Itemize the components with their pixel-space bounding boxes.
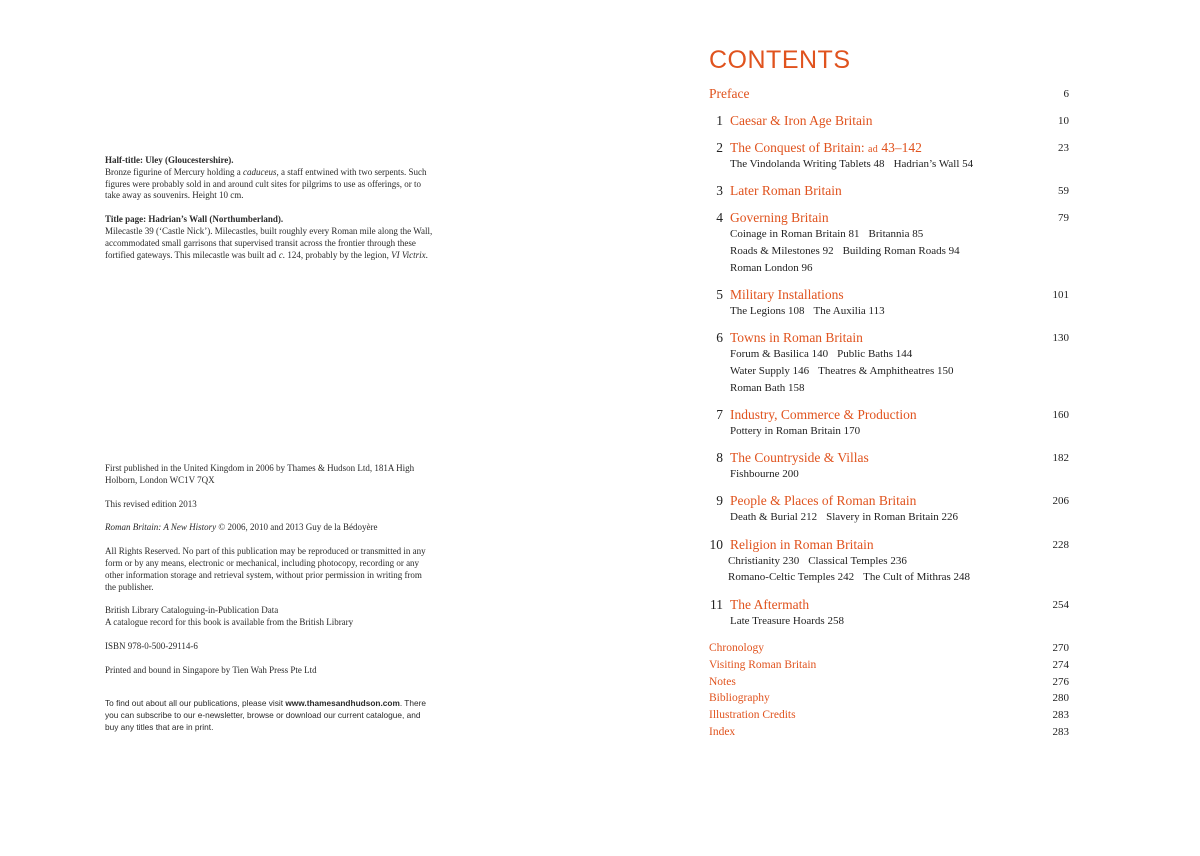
toc-backmatter-label: Notes [709, 676, 736, 688]
toc-sub-entries [730, 245, 969, 257]
toc-page-number: 79 [1058, 212, 1069, 224]
revised-edition: This revised edition 2013 [105, 498, 197, 509]
toc-sub-entry[interactable]: Late Treasure Hoards 258 [730, 615, 844, 627]
legion-name: VI Victrix [391, 249, 426, 260]
title-page-text-mid: 124, probably by the legion, [285, 249, 392, 260]
toc-backmatter-label: Chronology [709, 642, 764, 654]
chapter-number: 8 [716, 450, 723, 465]
toc-preface-label: Preface [709, 86, 750, 101]
toc-backmatter-chronology[interactable] [709, 642, 1069, 658]
toc-page-number: 274 [1052, 659, 1069, 671]
chapter-title [730, 140, 922, 156]
chapter-title-dates: 43–142 [878, 140, 922, 155]
toc-chapter-11[interactable] [709, 597, 1069, 613]
chapter-number: 3 [716, 183, 723, 198]
toc-sub-entries [730, 615, 853, 627]
chapter-title: Caesar & Iron Age Britain [730, 113, 873, 128]
chapter-title: Military Installations [730, 287, 844, 302]
toc-page-number: 160 [1052, 409, 1069, 421]
toc-sub-entry[interactable]: Christianity 230 [728, 555, 800, 567]
toc-sub-entry[interactable]: Classical Temples 236 [808, 555, 907, 567]
toc-sub-entry[interactable]: Theatres & Amphitheatres 150 [818, 365, 954, 377]
chapter-title-text: The Conquest of Britain: [730, 140, 868, 155]
toc-sub-entry[interactable]: Roman London 96 [730, 262, 813, 274]
website-link[interactable]: www.thamesandhudson.com [285, 697, 400, 708]
era-ad: ad [266, 249, 277, 261]
toc-page-number: 6 [1063, 88, 1069, 100]
chapter-number: 9 [716, 493, 723, 508]
chapter-number: 2 [716, 140, 723, 155]
toc-page-number: 101 [1052, 289, 1069, 301]
toc-chapter-7[interactable] [709, 407, 1069, 423]
toc-sub-entries [730, 262, 822, 274]
toc-entry-preface[interactable] [709, 86, 1069, 102]
book-title: Roman Britain: A New History [105, 522, 217, 533]
toc-sub-entry[interactable]: Slavery in Roman Britain 226 [826, 511, 959, 523]
website-note [105, 697, 435, 733]
title-page-heading: Title page: Hadrian’s Wall (Northumberland). [105, 214, 284, 225]
toc-sub-entry[interactable]: Romano-Celtic Temples 242 [728, 571, 855, 583]
half-title-caption [105, 155, 435, 202]
toc-backmatter-label: Illustration Credits [709, 709, 796, 721]
chapter-number: 10 [709, 537, 723, 552]
first-published: First published in the United Kingdom in 2006 by Thames & Hudson Ltd, 181A High Holborn, London WC1V 7QX [105, 463, 415, 485]
circa: c. [278, 249, 286, 260]
cip-data [105, 605, 435, 629]
toc-page-number: 206 [1052, 495, 1069, 507]
toc-page-number: 280 [1052, 692, 1069, 704]
isbn: ISBN 978-0-500-29114-6 [105, 640, 198, 651]
printed-by: Printed and bound in Singapore by Tien Wah Press Pte Ltd [105, 664, 317, 675]
toc-sub-entries [728, 555, 916, 567]
contents-title: CONTENTS [709, 46, 851, 74]
imprint-block [105, 463, 435, 745]
toc-page-number: 10 [1058, 115, 1069, 127]
half-title-text-end: , a staff entwined with two serpents. Such figures were probably sold in and around cult sites for pilgrims to use as offerings, or to take away as souvenirs. Height 10 cm. [105, 166, 427, 201]
title-page-caption [105, 214, 435, 261]
toc-page-number: 270 [1052, 642, 1069, 654]
captions-block [105, 155, 435, 261]
toc-page-number: 283 [1052, 709, 1069, 721]
website-text: To find out about all our publications, please visit [105, 697, 286, 708]
cip-line: British Library Cataloguing-in-Publication Data [105, 605, 279, 616]
half-title-text: Bronze figurine of Mercury holding a [105, 166, 243, 177]
toc-sub-entry[interactable]: Water Supply 146 [730, 365, 810, 377]
toc-page-number: 228 [1052, 539, 1069, 551]
chapter-number: 7 [716, 407, 723, 422]
toc-chapter-6[interactable] [709, 330, 1069, 346]
toc-backmatter-notes[interactable] [709, 676, 1069, 692]
toc-backmatter-label: Visiting Roman Britain [709, 659, 817, 671]
chapter-title: Industry, Commerce & Production [730, 407, 917, 422]
toc-page-number: 254 [1052, 599, 1069, 611]
toc-page-number: 130 [1052, 332, 1069, 344]
website-text-end: . There you can subscribe to our e-newsletter, browse or download our current catalogue, and buy any titles that are in print. [105, 697, 426, 732]
toc-sub-entry[interactable]: Pottery in Roman Britain 170 [730, 425, 861, 437]
toc-sub-entries [730, 228, 932, 240]
toc-backmatter-index[interactable] [709, 726, 1069, 742]
toc-chapter-1[interactable] [709, 113, 1069, 129]
toc-chapter-5[interactable] [709, 287, 1069, 303]
toc-backmatter-label: Index [709, 726, 736, 738]
toc-backmatter-visiting[interactable] [709, 659, 1069, 675]
title-page-text-end: . [425, 249, 428, 260]
chapter-title: Later Roman Britain [730, 183, 842, 198]
toc-chapter-8[interactable] [709, 450, 1069, 466]
toc-sub-entries [730, 365, 963, 377]
toc-sub-entry[interactable]: Roads & Milestones 92 [730, 245, 834, 257]
toc-page-number: 23 [1058, 142, 1069, 154]
toc-page-number: 182 [1052, 452, 1069, 464]
chapter-title: The Aftermath [730, 597, 810, 612]
toc-chapter-10[interactable] [709, 537, 1069, 553]
copyright-text: © 2006, 2010 and 2013 Guy de la Bédoyère [216, 522, 378, 533]
toc-sub-entry[interactable]: Britannia 85 [868, 228, 924, 240]
toc-sub-entries [728, 571, 979, 583]
chapter-title: Religion in Roman Britain [730, 537, 874, 552]
chapter-title: The Countryside & Villas [730, 450, 869, 465]
chapter-title: People & Places of Roman Britain [730, 493, 917, 508]
toc-page-number: 59 [1058, 185, 1069, 197]
toc-sub-entries [730, 425, 869, 437]
toc-sub-entry[interactable]: Fishbourne 200 [730, 468, 799, 480]
chapter-number: 1 [716, 113, 723, 128]
toc-sub-entry[interactable]: The Legions 108 [730, 305, 805, 317]
chapter-number: 4 [716, 210, 723, 225]
toc-sub-entry[interactable]: Forum & Basilica 140 [730, 348, 829, 360]
rights-statement: All Rights Reserved. No part of this publication may be reproduced or transmitted in any form or by any means, electronic or mechanical, including photocopy, recording or any other information storage and retrieval system, without prior permission in writing from the publisher. [105, 546, 426, 592]
toc-backmatter-credits[interactable] [709, 709, 1069, 725]
toc-chapter-9[interactable] [709, 493, 1069, 509]
toc-sub-entry[interactable]: Roman Bath 158 [730, 382, 805, 394]
toc-sub-entry[interactable]: Death & Burial 212 [730, 511, 818, 523]
title-page-text: Milecastle 39 (‘Castle Nick’). Milecastles, built roughly every Roman mile along the Wall, accommodated small garrisons that supervised transit across the frontier through these fortified gateways. This milecastle was built [105, 225, 433, 260]
toc-page-number: 276 [1052, 676, 1069, 688]
toc-backmatter-bibliography[interactable] [709, 692, 1069, 708]
toc-sub-entries [730, 382, 814, 394]
chapter-number: 6 [716, 330, 723, 345]
toc-sub-entries [730, 468, 808, 480]
chapter-title: Towns in Roman Britain [730, 330, 863, 345]
cip-line: A catalogue record for this book is available from the British Library [105, 617, 354, 628]
toc-sub-entries [730, 158, 982, 170]
toc-sub-entry[interactable]: Public Baths 144 [837, 348, 913, 360]
toc-sub-entry[interactable]: Hadrian’s Wall 54 [893, 158, 974, 170]
toc-sub-entry[interactable]: The Cult of Mithras 248 [863, 571, 971, 583]
toc-backmatter-label: Bibliography [709, 692, 770, 704]
copyright-line [105, 522, 435, 534]
toc-sub-entry[interactable]: The Auxilia 113 [813, 305, 885, 317]
toc-chapter-2[interactable] [709, 140, 1069, 156]
toc-sub-entries [730, 511, 967, 523]
era-ad: ad [867, 144, 879, 155]
toc-sub-entries [730, 348, 921, 360]
chapter-title: Governing Britain [730, 210, 829, 225]
chapter-number: 5 [716, 287, 723, 302]
toc-page-number: 283 [1052, 726, 1069, 738]
toc-sub-entries [730, 305, 894, 317]
half-title-heading: Half-title: Uley (Gloucestershire). [105, 155, 234, 165]
toc-sub-entry[interactable]: Coinage in Roman Britain 81 [730, 228, 860, 240]
toc-chapter-3[interactable] [709, 183, 1069, 199]
toc-sub-entry[interactable]: The Vindolanda Writing Tablets 48 [730, 158, 885, 170]
caduceus-term: caduceus [242, 166, 277, 177]
toc-sub-entry[interactable]: Building Roman Roads 94 [842, 245, 960, 257]
toc-chapter-4[interactable] [709, 210, 1069, 226]
chapter-number: 11 [710, 597, 723, 612]
